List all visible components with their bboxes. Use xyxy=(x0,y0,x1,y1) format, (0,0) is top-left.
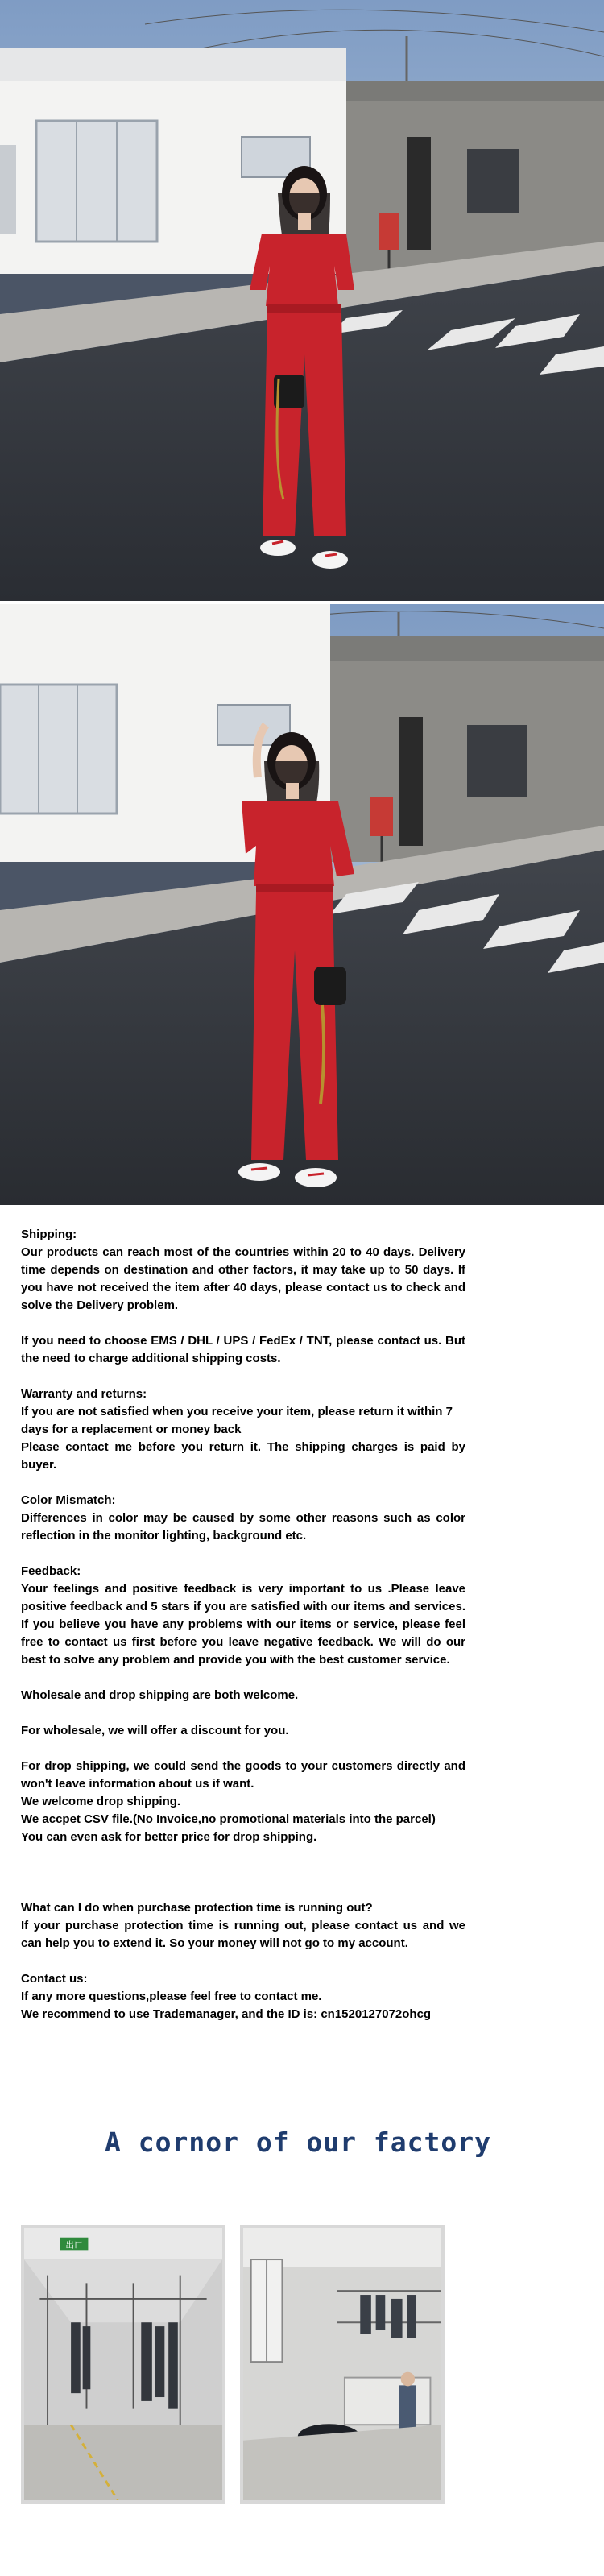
warranty-heading: Warranty and returns: xyxy=(21,1387,147,1401)
model-street-scene-2 xyxy=(0,604,604,1205)
product-photo-1 xyxy=(0,0,604,601)
wholesale-line: Wholesale and drop shipping are both welcome. xyxy=(21,1688,299,1702)
factory-workshop-image xyxy=(243,2228,441,2500)
exit-sign-text: 出口 xyxy=(65,2239,83,2251)
contact-line-1: If any more questions,please feel free to contact me. xyxy=(21,1990,322,2003)
feedback-heading: Feedback: xyxy=(21,1564,81,1578)
color-mismatch-paragraph: Differences in color may be caused by some other reasons such as color reflection in the monitor lighting, background etc. xyxy=(21,1511,465,1543)
drop-shipping-price: You can even ask for better price for drop shipping. xyxy=(21,1830,317,1844)
drop-shipping-paragraph: For drop shipping, we could send the goods to your customers directly and won't leave information about us if want. xyxy=(21,1759,465,1791)
warranty-paragraph-1: If you are not satisfied when you receive your item, please return it within 7 days for a replacement or money back xyxy=(21,1405,453,1436)
model-street-scene-1 xyxy=(0,0,604,601)
shipping-paragraph-2: If you need to choose EMS / DHL / UPS / FedEx / TNT, please contact us. But the need to charge additional shipping costs. xyxy=(21,1334,465,1365)
feedback-paragraph: Your feelings and positive feedback is very important to us .Please leave positive feedback and 5 stars if you are satisfied with our items and services. If you believe you have any problems with our items or service, please feel free to contact us first before you leave negative feedback. We will do our best to solve any problem and provide you with the best customer service. xyxy=(21,1582,465,1667)
store-policy-text xyxy=(21,1226,465,2023)
shipping-heading: Shipping: xyxy=(21,1228,77,1241)
shipping-paragraph-1: Our products can reach most of the countries within 20 to 40 days. Delivery time depends on destination and other factors, it may take up to 50 days. If you have not received the item after 40 days, please contact us to check and solve the Delivery problem. xyxy=(21,1245,465,1312)
factory-hall-image xyxy=(24,2228,222,2500)
color-mismatch-heading: Color Mismatch: xyxy=(21,1493,116,1507)
factory-photo-1 xyxy=(21,2225,225,2504)
contact-heading: Contact us: xyxy=(21,1972,88,1986)
drop-shipping-welcome: We welcome drop shipping. xyxy=(21,1795,181,1808)
warranty-paragraph-2: Please contact me before you return it. The shipping charges is paid by buyer. xyxy=(21,1440,465,1472)
drop-shipping-csv: We accpet CSV file.(No Invoice,no promotional materials into the parcel) xyxy=(21,1812,436,1826)
factory-photo-2 xyxy=(240,2225,445,2504)
factory-title: A cornor of our factory xyxy=(105,2127,491,2158)
product-photo-2 xyxy=(0,604,604,1205)
wholesale-discount-line: For wholesale, we will offer a discount for you. xyxy=(21,1724,289,1737)
protection-answer: If your purchase protection time is running out, please contact us and we can help you to extend it. So your money will not go to my account. xyxy=(21,1919,465,1950)
contact-line-2: We recommend to use Trademanager, and the ID is: cn1520127072ohcg xyxy=(21,2007,432,2021)
protection-question: What can I do when purchase protection time is running out? xyxy=(21,1901,373,1915)
